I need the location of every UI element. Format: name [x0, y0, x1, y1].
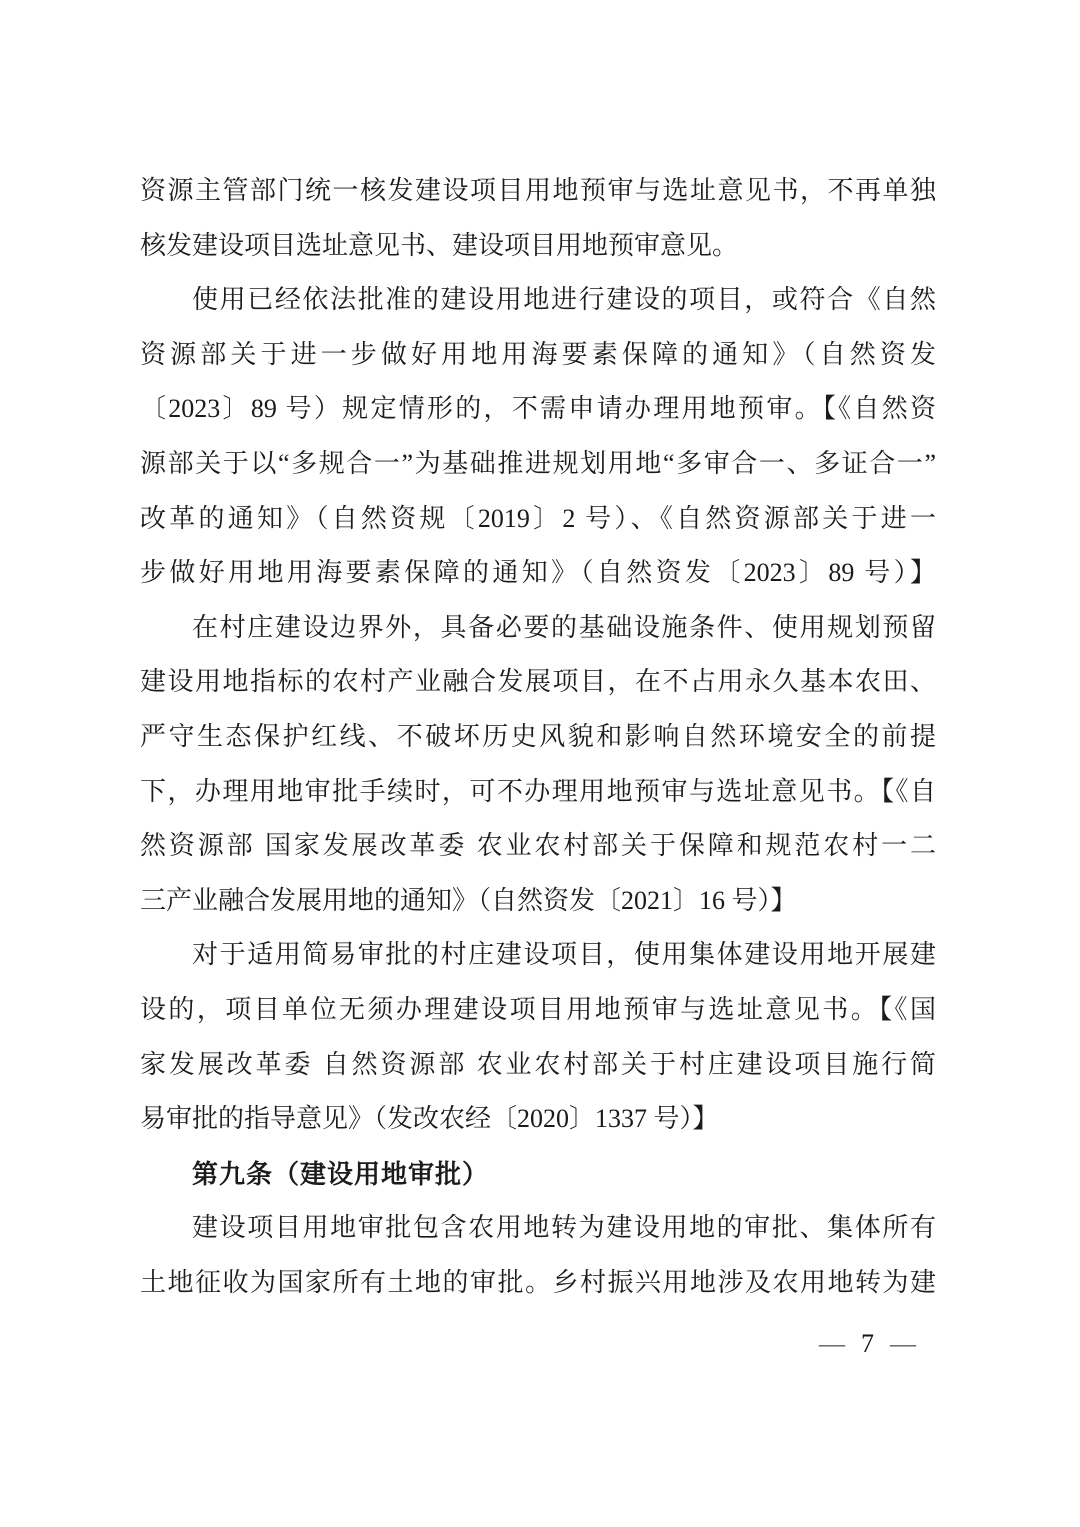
footer-right-dash: — — [890, 1329, 916, 1358]
body-line: 土地征收为国家所有土地的审批。乡村振兴用地涉及农用地转为建 — [140, 1267, 936, 1297]
body-line: 建设用地指标的农村产业融合发展项目，在不占用永久基本农田、 — [140, 667, 936, 697]
body-line: 使用已经依法批准的建设用地进行建设的项目，或符合《自然 — [192, 285, 936, 315]
body-line: 步做好用地用海要素保障的通知》（自然资发〔2023〕89 号）】 — [140, 558, 936, 588]
body-line: 资源主管部门统一核发建设项目用地预审与选址意见书，不再单独 — [140, 176, 936, 205]
document-body — [140, 164, 936, 1310]
page-footer — [819, 1326, 916, 1362]
body-line: 〔2023〕89 号）规定情形的，不需申请办理用地预审。【《自然资 — [140, 394, 936, 424]
body-line: 易审批的指导意见》（发改农经〔2020〕1337 号）】 — [140, 1104, 719, 1134]
body-line: 核发建设项目选址意见书、建设项目用地预审意见。 — [140, 230, 739, 260]
body-line: 对于适用简易审批的村庄建设项目，使用集体建设用地开展建 — [192, 940, 936, 970]
body-line: 严守生态保护红线、不破坏历史风貌和影响自然环境安全的前提 — [140, 721, 936, 751]
body-line: 源部关于以“多规合一”为基础推进规划用地“多审合一、多证合一” — [140, 448, 936, 478]
body-line: 改革的通知》（自然资规〔2019〕2 号）、《自然资源部关于进一 — [140, 503, 936, 533]
body-line: 下，办理用地审批手续时，可不办理用地预审与选址意见书。【《自 — [140, 776, 936, 806]
article-heading: 第九条（建设用地审批） — [192, 1158, 490, 1189]
body-line: 家发展改革委 自然资源部 农业农村部关于村庄建设项目施行简 — [140, 1049, 936, 1079]
body-line: 在村庄建设边界外，具备必要的基础设施条件、使用规划预留 — [192, 612, 936, 642]
page-number: 7 — [861, 1329, 874, 1358]
body-line: 设的，项目单位无须办理建设项目用地预审与选址意见书。【《国 — [140, 994, 936, 1024]
body-line: 然资源部 国家发展改革委 农业农村部关于保障和规范农村一二 — [140, 831, 936, 861]
body-line: 三产业融合发展用地的通知》（自然资发〔2021〕16 号）】 — [140, 885, 797, 915]
footer-left-dash: — — [819, 1329, 845, 1358]
body-line: 资源部关于进一步做好用地用海要素保障的通知》（自然资发 — [140, 339, 936, 369]
body-line: 建设项目用地审批包含农用地转为建设用地的审批、集体所有 — [192, 1213, 936, 1243]
